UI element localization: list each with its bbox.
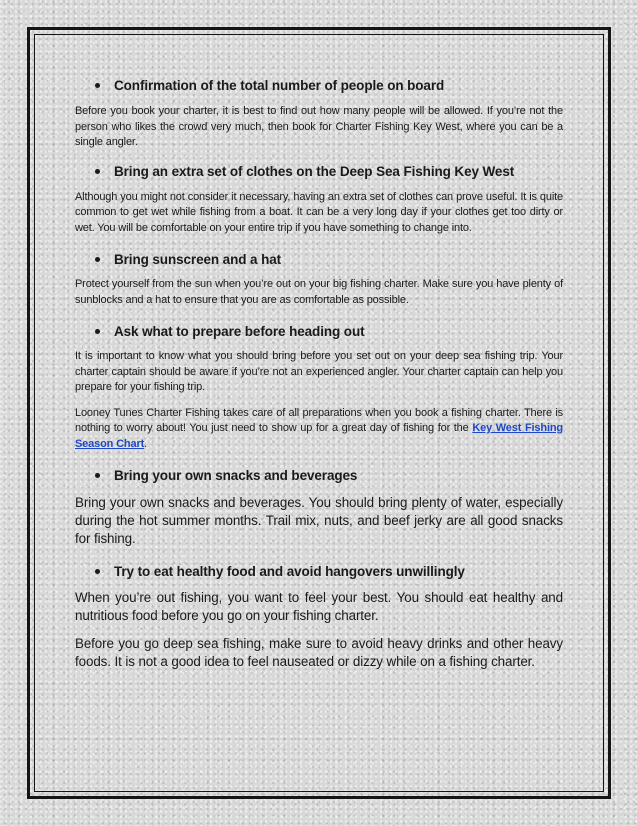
heading-text: Bring sunscreen and a hat [114, 251, 282, 267]
paragraph: It is important to know what you should bring before you set out on your deep sea fishing trip. Your charter captain should be aware if you’re not an experienced angler. Your charter captain can help you prepare for your fishing trip. [75, 350, 563, 393]
paragraph: Bring your own snacks and beverages. You should bring plenty of water, especially during the hot summer months. Trail mix, nuts, and beef jerky are all good snacks for fishing. [75, 495, 563, 546]
paragraph-text: Looney Tunes Charter Fishing takes care of all preparations when you book a fishing charter. There is nothing to worry about! You just need to show up for a great day of fishing for the [75, 406, 563, 434]
heading-text: Confirmation of the total number of people on board [114, 77, 445, 93]
bullet-icon [95, 83, 100, 88]
paragraph: Although you might not consider it necessary, having an extra set of clothes can prove useful. It is quite common to get wet while fishing from a boat. It can be a very long day if your clothes get too dirty or wet. You will be comfortable on your entire trip if you have something to change into. [75, 190, 563, 234]
heading-text: Ask what to prepare before heading out [114, 323, 365, 339]
bullet-heading [95, 248, 563, 270]
paragraph: Before you book your charter, it is best to find out how many people will be allowed. If you’re not the person who likes the crowd very much, then book for Charter Fishing Key West, where you can be a single angler. [75, 105, 563, 148]
bullet-heading [95, 161, 563, 183]
heading-text: Bring your own snacks and beverages [114, 467, 358, 483]
paragraph-with-link [75, 406, 563, 453]
heading-text: Bring an extra set of clothes on the Deep Sea Fishing Key West [114, 164, 515, 179]
paragraph-text-end: . [144, 437, 148, 450]
bullet-icon [95, 329, 100, 334]
bullet-heading [95, 560, 563, 582]
bullet-heading [95, 74, 563, 96]
bullet-heading [95, 320, 563, 342]
bullet-icon [95, 257, 100, 262]
bullet-icon [95, 169, 100, 174]
paragraph: Before you go deep sea fishing, make sure to avoid heavy drinks and other heavy foods. It is not a good idea to feel nauseated or dizzy while on a fishing charter. [75, 636, 563, 669]
bullet-icon [95, 569, 100, 574]
season-chart-link[interactable]: Key West Fishing Season Chart [75, 422, 563, 450]
bullet-icon [95, 473, 100, 478]
paragraph: When you’re out fishing, you want to feel your best. You should eat healthy and nutritious food before you go on your fishing charter. [75, 590, 563, 623]
bullet-heading [95, 464, 563, 486]
heading-text: Try to eat healthy food and avoid hangovers unwillingly [114, 563, 465, 579]
paragraph: Protect yourself from the sun when you’re out on your big fishing charter. Make sure you have plenty of sunblocks and a hat to ensure that you are as comfortable as possible. [75, 278, 563, 306]
document-body [75, 74, 563, 671]
